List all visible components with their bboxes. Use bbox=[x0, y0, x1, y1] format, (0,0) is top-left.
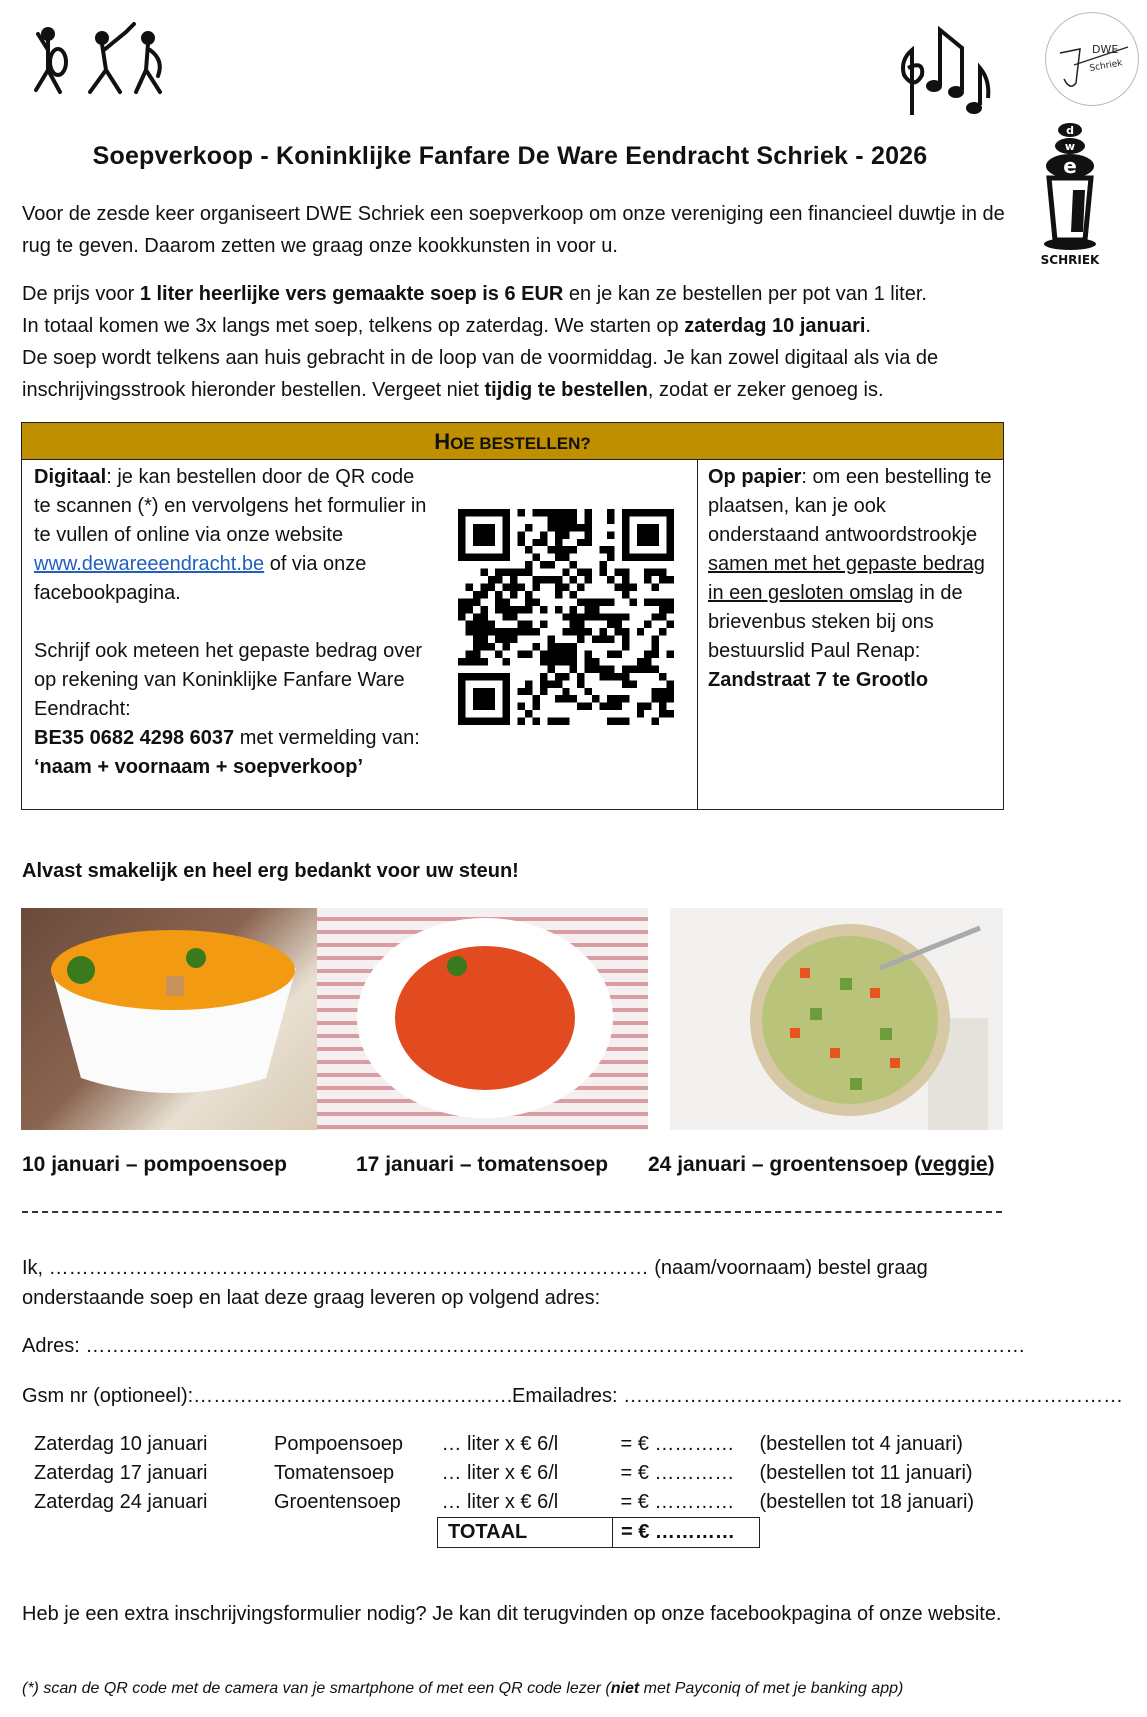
day-cell: Zaterdag 10 januari bbox=[34, 1433, 208, 1455]
quantity-field[interactable]: … liter x € 6/l bbox=[441, 1491, 559, 1513]
veggie-label: veggie bbox=[921, 1153, 988, 1176]
page-title: Soepverkoop - Koninklijke Fanfare De Ware Eendracht Schriek - 2026 bbox=[92, 142, 928, 170]
subtotal-field[interactable]: = € ………… bbox=[620, 1491, 735, 1513]
iban-number: BE35 0682 4298 6037 bbox=[34, 727, 235, 749]
logo-circle-text-1: DWE bbox=[1092, 43, 1119, 56]
payment-reference: ‘naam + voornaam + soepverkoop’ bbox=[34, 756, 364, 778]
paper-underlined-text: samen met het gepaste bedrag in een gesloten omslag bbox=[708, 553, 985, 604]
empty-cell bbox=[274, 1518, 438, 1548]
order-on-time-highlight: tijdig te bestellen bbox=[484, 379, 648, 401]
table-row bbox=[34, 1459, 974, 1488]
how-to-order-box bbox=[21, 422, 1004, 810]
tuba-letter-w: w bbox=[1064, 140, 1076, 153]
soup-cell: Tomatensoep bbox=[274, 1462, 395, 1484]
caption-close: ) bbox=[987, 1153, 995, 1176]
paper-order-column bbox=[708, 463, 998, 695]
soup-caption-3 bbox=[648, 1153, 995, 1177]
thanks-message: Alvast smakelijk en heel erg bedankt voor uw steun! bbox=[22, 860, 519, 882]
total-row bbox=[34, 1518, 974, 1548]
footnote-emphasis: niet bbox=[610, 1680, 640, 1697]
subtotal-field[interactable]: = € ………… bbox=[620, 1462, 735, 1484]
delivery-address: Zandstraat 7 te Grootlo bbox=[708, 669, 929, 691]
deadline-cell: (bestellen tot 11 januari) bbox=[759, 1462, 973, 1484]
cut-line-divider bbox=[22, 1211, 1002, 1213]
website-link[interactable]: www.dewareeendracht.be bbox=[34, 553, 265, 575]
order-table bbox=[34, 1430, 974, 1548]
table-row bbox=[34, 1430, 974, 1459]
how-to-order-header bbox=[22, 423, 1003, 460]
text: In totaal komen we 3x langs met soep, telkens op zaterdag. We starten op bbox=[22, 315, 685, 337]
tuba-label: SCHRIEK bbox=[1040, 253, 1100, 267]
start-date-highlight: zaterdag 10 januari bbox=[684, 315, 866, 337]
empty-cell bbox=[34, 1518, 274, 1548]
phone-field[interactable]: Gsm nr (optioneel):………………………………………… bbox=[22, 1385, 514, 1407]
soup-caption-2: 17 januari – tomatensoep bbox=[356, 1153, 609, 1176]
day-cell: Zaterdag 24 januari bbox=[34, 1491, 208, 1514]
soup-cell: Pompoensoep bbox=[274, 1433, 403, 1455]
vegetable-soup-photo bbox=[670, 908, 1003, 1130]
header-rest: OE BESTELLEN? bbox=[450, 434, 591, 453]
digital-order-column bbox=[34, 463, 434, 782]
extra-form-note: Heb je een extra inschrijvingsformulier nodig? Je kan dit terugvinden op onze facebookpagina of onze website. bbox=[22, 1603, 1002, 1625]
soup-caption-1: 10 januari – pompoensoep bbox=[22, 1153, 287, 1176]
tuba-letter-d: d bbox=[1066, 124, 1074, 137]
qr-footnote bbox=[22, 1680, 903, 1698]
marching-band-icon bbox=[30, 20, 190, 110]
footnote-text-2: met Payconiq of met je banking app) bbox=[639, 1680, 904, 1697]
pumpkin-soup-photo bbox=[21, 908, 319, 1130]
day-cell: Zaterdag 17 januari bbox=[34, 1462, 208, 1484]
paper-text-2: in de brievenbus steken bij ons bestuurslid Paul Renap: bbox=[708, 582, 963, 662]
music-notes-icon bbox=[890, 20, 1000, 120]
digital-text: : je kan bestellen door de QR code te scannen (*) en vervolgens het formulier in te vullen of online via onze website bbox=[34, 466, 427, 546]
caption-text: 24 januari – groentensoep ( bbox=[648, 1153, 922, 1176]
footnote-text: (*) scan de QR code met de camera van je smartphone of met een QR code lezer ( bbox=[22, 1680, 611, 1697]
table-row bbox=[34, 1488, 974, 1518]
soup-cell: Groentensoep bbox=[274, 1491, 401, 1514]
dwe-tuba-logo bbox=[1035, 120, 1105, 270]
dwe-circle-logo bbox=[1045, 12, 1139, 106]
text: . bbox=[865, 315, 871, 337]
deadline-cell: (bestellen tot 18 januari) bbox=[759, 1491, 975, 1514]
intro-paragraph-2 bbox=[22, 278, 1022, 406]
text: , zodat er zeker genoeg is. bbox=[647, 379, 884, 401]
total-field[interactable]: = € ………… bbox=[613, 1518, 760, 1548]
subtotal-field[interactable]: = € ………… bbox=[620, 1433, 735, 1455]
empty-cell bbox=[760, 1518, 975, 1548]
digital-text-2: of via onze facebookpagina. bbox=[34, 553, 367, 604]
column-divider bbox=[697, 460, 698, 809]
paper-label: Op papier bbox=[708, 466, 802, 488]
quantity-field[interactable]: … liter x € 6/l bbox=[441, 1433, 559, 1455]
text: De prijs voor bbox=[22, 283, 140, 305]
payment-instructions: Schrijf ook meteen het gepaste bedrag over op rekening van Koninklijke Fanfare Ware Eendracht: bbox=[34, 640, 423, 720]
qr-code[interactable] bbox=[458, 509, 674, 725]
paper-text: : om een bestelling te plaatsen, kan je ook onderstaand antwoordstrookje bbox=[708, 466, 992, 546]
price-highlight: 1 liter heerlijke vers gemaakte soep is 6 EUR bbox=[139, 283, 564, 305]
intro-paragraph-1: Voor de zesde keer organiseert DWE Schriek een soepverkoop om onze vereniging een financieel duwtje in de rug te geven. Daarom zetten we graag onze kookkunsten in voor u. bbox=[22, 203, 1005, 257]
digital-label: Digitaal bbox=[34, 466, 107, 488]
order-form-name-line[interactable]: Ik, ……………………………………………………………………………… (naam/voornaam) bestel graag onderstaande soep en laat deze graag leveren op volgend adres: bbox=[22, 1257, 928, 1309]
tuba-letter-e: e bbox=[1063, 154, 1077, 178]
deadline-cell: (bestellen tot 4 januari) bbox=[759, 1433, 963, 1455]
tomato-soup-photo bbox=[317, 908, 648, 1130]
payment-instructions-2: met vermelding van: bbox=[234, 727, 420, 749]
text: en je kan ze bestellen per pot van 1 liter. bbox=[563, 283, 927, 305]
logo-circle-text-2: Schriek bbox=[1088, 58, 1124, 74]
address-field[interactable]: Adres: …………………………………………………………………………………………………………………………… bbox=[22, 1335, 1026, 1357]
header-initial: H bbox=[434, 429, 451, 454]
quantity-field[interactable]: … liter x € 6/l bbox=[441, 1462, 559, 1484]
total-label: TOTAAL bbox=[438, 1518, 613, 1548]
email-field[interactable]: Emailadres: ………………………………………………………………… bbox=[512, 1385, 1124, 1407]
text: De soep wordt telkens aan huis gebracht in de loop van de voormiddag. Je kan zowel digitaal als via de inschrijvingsstrook hieronder bestellen. Vergeet niet bbox=[22, 347, 939, 401]
